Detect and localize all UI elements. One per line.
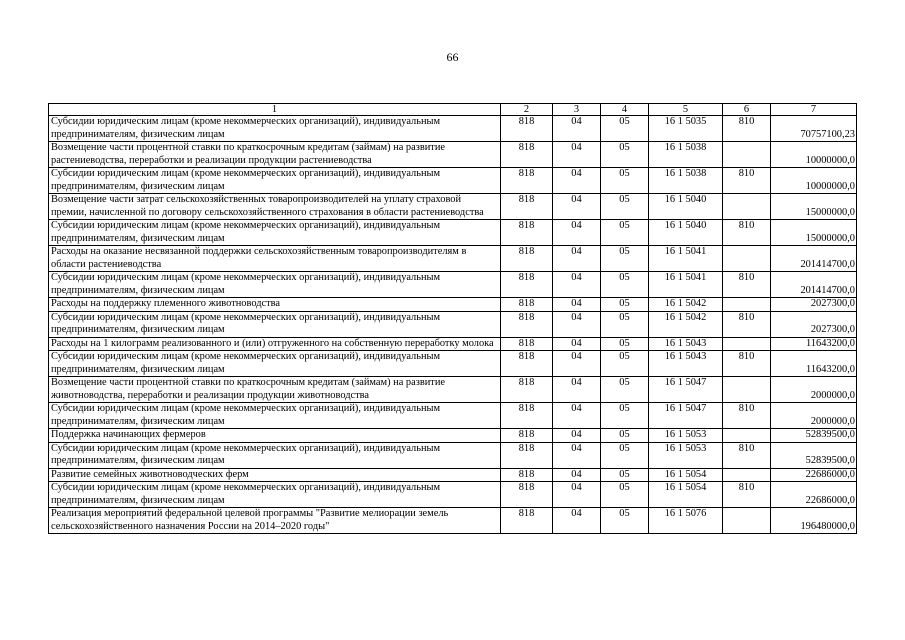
- cell-col-5: 16 1 5041: [649, 246, 723, 272]
- cell-col-5: 16 1 5047: [649, 403, 723, 429]
- cell-amount: 22686000,0: [771, 468, 857, 482]
- table-row: [49, 403, 857, 429]
- cell-col-2: 818: [501, 482, 553, 508]
- cell-col-2: 818: [501, 220, 553, 246]
- table-row: [49, 142, 857, 168]
- cell-col-4: 05: [601, 142, 649, 168]
- cell-col-4: 05: [601, 194, 649, 220]
- cell-col-3: 04: [553, 468, 601, 482]
- cell-col-6: [723, 194, 771, 220]
- cell-col-4: 05: [601, 377, 649, 403]
- cell-name: Субсидии юридическим лицам (кроме некоммерческих организаций), индивидуальным предпринимателям, физическим лицам: [49, 168, 501, 194]
- cell-name: Субсидии юридическим лицам (кроме некоммерческих организаций), индивидуальным предпринимателям, физическим лицам: [49, 311, 501, 337]
- cell-name: Расходы на поддержку племенного животноводства: [49, 298, 501, 312]
- header-row: [49, 104, 857, 116]
- cell-col-4: 05: [601, 429, 649, 443]
- cell-col-4: 05: [601, 403, 649, 429]
- table-row: [49, 220, 857, 246]
- cell-col-3: 04: [553, 311, 601, 337]
- cell-amount: 2027300,0: [771, 311, 857, 337]
- table-row: [49, 482, 857, 508]
- budget-table: [48, 103, 857, 534]
- page-number: 66: [446, 50, 459, 64]
- cell-col-6: [723, 429, 771, 443]
- cell-col-3: 04: [553, 377, 601, 403]
- cell-col-4: 05: [601, 508, 649, 534]
- cell-amount: 10000000,0: [771, 168, 857, 194]
- cell-name: Возмещение части процентной ставки по краткосрочным кредитам (займам) на развитие растениеводства, переработки и реализации продукции растениеводства: [49, 142, 501, 168]
- cell-amount: 22686000,0: [771, 482, 857, 508]
- cell-col-6: [723, 298, 771, 312]
- table-row: [49, 442, 857, 468]
- cell-col-5: 16 1 5042: [649, 311, 723, 337]
- cell-col-3: 04: [553, 403, 601, 429]
- cell-col-2: 818: [501, 351, 553, 377]
- table-row: [49, 337, 857, 351]
- cell-col-5: 16 1 5047: [649, 377, 723, 403]
- table-row: [49, 194, 857, 220]
- table-row: [49, 377, 857, 403]
- cell-col-4: 05: [601, 246, 649, 272]
- cell-col-4: 05: [601, 482, 649, 508]
- cell-col-4: 05: [601, 442, 649, 468]
- cell-col-6: 810: [723, 403, 771, 429]
- cell-col-6: 810: [723, 351, 771, 377]
- cell-col-2: 818: [501, 442, 553, 468]
- cell-col-6: [723, 508, 771, 534]
- cell-col-5: 16 1 5038: [649, 168, 723, 194]
- cell-col-4: 05: [601, 351, 649, 377]
- cell-col-2: 818: [501, 429, 553, 443]
- cell-col-3: 04: [553, 508, 601, 534]
- cell-col-6: [723, 468, 771, 482]
- cell-col-2: 818: [501, 468, 553, 482]
- header-col-5: 5: [649, 104, 723, 116]
- cell-col-6: 810: [723, 168, 771, 194]
- cell-col-2: 818: [501, 311, 553, 337]
- cell-col-5: 16 1 5054: [649, 468, 723, 482]
- cell-col-6: 810: [723, 220, 771, 246]
- cell-col-3: 04: [553, 429, 601, 443]
- cell-col-4: 05: [601, 116, 649, 142]
- cell-col-4: 05: [601, 272, 649, 298]
- header-col-3: 3: [553, 104, 601, 116]
- cell-name: Возмещение части процентной ставки по краткосрочным кредитам (займам) на развитие животноводства, переработки и реализации продукции животноводства: [49, 377, 501, 403]
- cell-col-3: 04: [553, 298, 601, 312]
- cell-name: Возмещение части затрат сельскохозяйственных товаропроизводителей на уплату страховой премии, начисленной по договору сельскохозяйственного страхования в области растениеводства: [49, 194, 501, 220]
- cell-col-3: 04: [553, 246, 601, 272]
- cell-amount: 196480000,0: [771, 508, 857, 534]
- cell-col-5: 16 1 5040: [649, 194, 723, 220]
- cell-col-6: 810: [723, 272, 771, 298]
- cell-amount: 2027300,0: [771, 298, 857, 312]
- cell-name: Субсидии юридическим лицам (кроме некоммерческих организаций), индивидуальным предпринимателям, физическим лицам: [49, 220, 501, 246]
- cell-amount: 2000000,0: [771, 403, 857, 429]
- table-row: [49, 116, 857, 142]
- cell-col-5: 16 1 5042: [649, 298, 723, 312]
- cell-col-3: 04: [553, 220, 601, 246]
- cell-col-2: 818: [501, 246, 553, 272]
- table-row: [49, 508, 857, 534]
- cell-col-2: 818: [501, 403, 553, 429]
- table-row: [49, 468, 857, 482]
- cell-amount: 201414700,0: [771, 272, 857, 298]
- cell-col-5: 16 1 5053: [649, 442, 723, 468]
- table-row: [49, 429, 857, 443]
- header-col-7: 7: [771, 104, 857, 116]
- cell-amount: 201414700,0: [771, 246, 857, 272]
- cell-amount: 11643200,0: [771, 337, 857, 351]
- cell-name: Реализация мероприятий федеральной целевой программы "Развитие мелиорации земель сельскохозяйственного назначения России на 2014–2020 годы": [49, 508, 501, 534]
- cell-col-3: 04: [553, 168, 601, 194]
- cell-col-5: 16 1 5054: [649, 482, 723, 508]
- cell-col-5: 16 1 5043: [649, 337, 723, 351]
- cell-amount: 70757100,23: [771, 116, 857, 142]
- cell-col-2: 818: [501, 142, 553, 168]
- cell-amount: 10000000,0: [771, 142, 857, 168]
- cell-amount: 15000000,0: [771, 194, 857, 220]
- cell-col-2: 818: [501, 337, 553, 351]
- cell-name: Субсидии юридическим лицам (кроме некоммерческих организаций), индивидуальным предпринимателям, физическим лицам: [49, 482, 501, 508]
- cell-col-2: 818: [501, 272, 553, 298]
- cell-col-3: 04: [553, 272, 601, 298]
- cell-name: Расходы на 1 килограмм реализованного и (или) отгруженного на собственную переработку молока: [49, 337, 501, 351]
- cell-col-6: 810: [723, 311, 771, 337]
- cell-col-6: [723, 377, 771, 403]
- cell-col-6: 810: [723, 482, 771, 508]
- cell-col-4: 05: [601, 298, 649, 312]
- cell-col-2: 818: [501, 377, 553, 403]
- cell-col-2: 818: [501, 508, 553, 534]
- cell-col-5: 16 1 5035: [649, 116, 723, 142]
- cell-col-3: 04: [553, 142, 601, 168]
- cell-name: Субсидии юридическим лицам (кроме некоммерческих организаций), индивидуальным предпринимателям, физическим лицам: [49, 272, 501, 298]
- cell-name: Поддержка начинающих фермеров: [49, 429, 501, 443]
- header-col-1: 1: [49, 104, 501, 116]
- header-col-2: 2: [501, 104, 553, 116]
- cell-col-3: 04: [553, 337, 601, 351]
- cell-col-5: 16 1 5076: [649, 508, 723, 534]
- header-col-4: 4: [601, 104, 649, 116]
- cell-amount: 11643200,0: [771, 351, 857, 377]
- cell-name: Развитие семейных животноводческих ферм: [49, 468, 501, 482]
- cell-col-2: 818: [501, 298, 553, 312]
- cell-col-3: 04: [553, 194, 601, 220]
- cell-col-3: 04: [553, 351, 601, 377]
- cell-name: Расходы на оказание несвязанной поддержки сельскохозяйственным товаропроизводителям в области растениеводства: [49, 246, 501, 272]
- cell-name: Субсидии юридическим лицам (кроме некоммерческих организаций), индивидуальным предпринимателям, физическим лицам: [49, 116, 501, 142]
- cell-amount: 52839500,0: [771, 429, 857, 443]
- table-row: [49, 272, 857, 298]
- cell-col-3: 04: [553, 482, 601, 508]
- cell-col-2: 818: [501, 194, 553, 220]
- cell-col-4: 05: [601, 220, 649, 246]
- cell-col-4: 05: [601, 168, 649, 194]
- cell-col-2: 818: [501, 168, 553, 194]
- cell-name: Субсидии юридическим лицам (кроме некоммерческих организаций), индивидуальным предпринимателям, физическим лицам: [49, 351, 501, 377]
- table-row: [49, 246, 857, 272]
- cell-name: Субсидии юридическим лицам (кроме некоммерческих организаций), индивидуальным предпринимателям, физическим лицам: [49, 442, 501, 468]
- cell-name: Субсидии юридическим лицам (кроме некоммерческих организаций), индивидуальным предпринимателям, физическим лицам: [49, 403, 501, 429]
- cell-col-4: 05: [601, 311, 649, 337]
- table-body: [49, 116, 857, 534]
- cell-col-5: 16 1 5040: [649, 220, 723, 246]
- cell-col-4: 05: [601, 337, 649, 351]
- table-row: [49, 311, 857, 337]
- cell-col-5: 16 1 5041: [649, 272, 723, 298]
- cell-col-2: 818: [501, 116, 553, 142]
- header-col-6: 6: [723, 104, 771, 116]
- table-row: [49, 168, 857, 194]
- cell-col-6: 810: [723, 116, 771, 142]
- cell-col-3: 04: [553, 116, 601, 142]
- cell-col-5: 16 1 5043: [649, 351, 723, 377]
- cell-amount: 2000000,0: [771, 377, 857, 403]
- cell-col-5: 16 1 5038: [649, 142, 723, 168]
- table-row: [49, 351, 857, 377]
- cell-col-4: 05: [601, 468, 649, 482]
- cell-col-6: [723, 246, 771, 272]
- cell-col-3: 04: [553, 442, 601, 468]
- cell-col-6: 810: [723, 442, 771, 468]
- table-row: [49, 298, 857, 312]
- cell-col-6: [723, 142, 771, 168]
- cell-col-5: 16 1 5053: [649, 429, 723, 443]
- cell-col-6: [723, 337, 771, 351]
- cell-amount: 15000000,0: [771, 220, 857, 246]
- cell-amount: 52839500,0: [771, 442, 857, 468]
